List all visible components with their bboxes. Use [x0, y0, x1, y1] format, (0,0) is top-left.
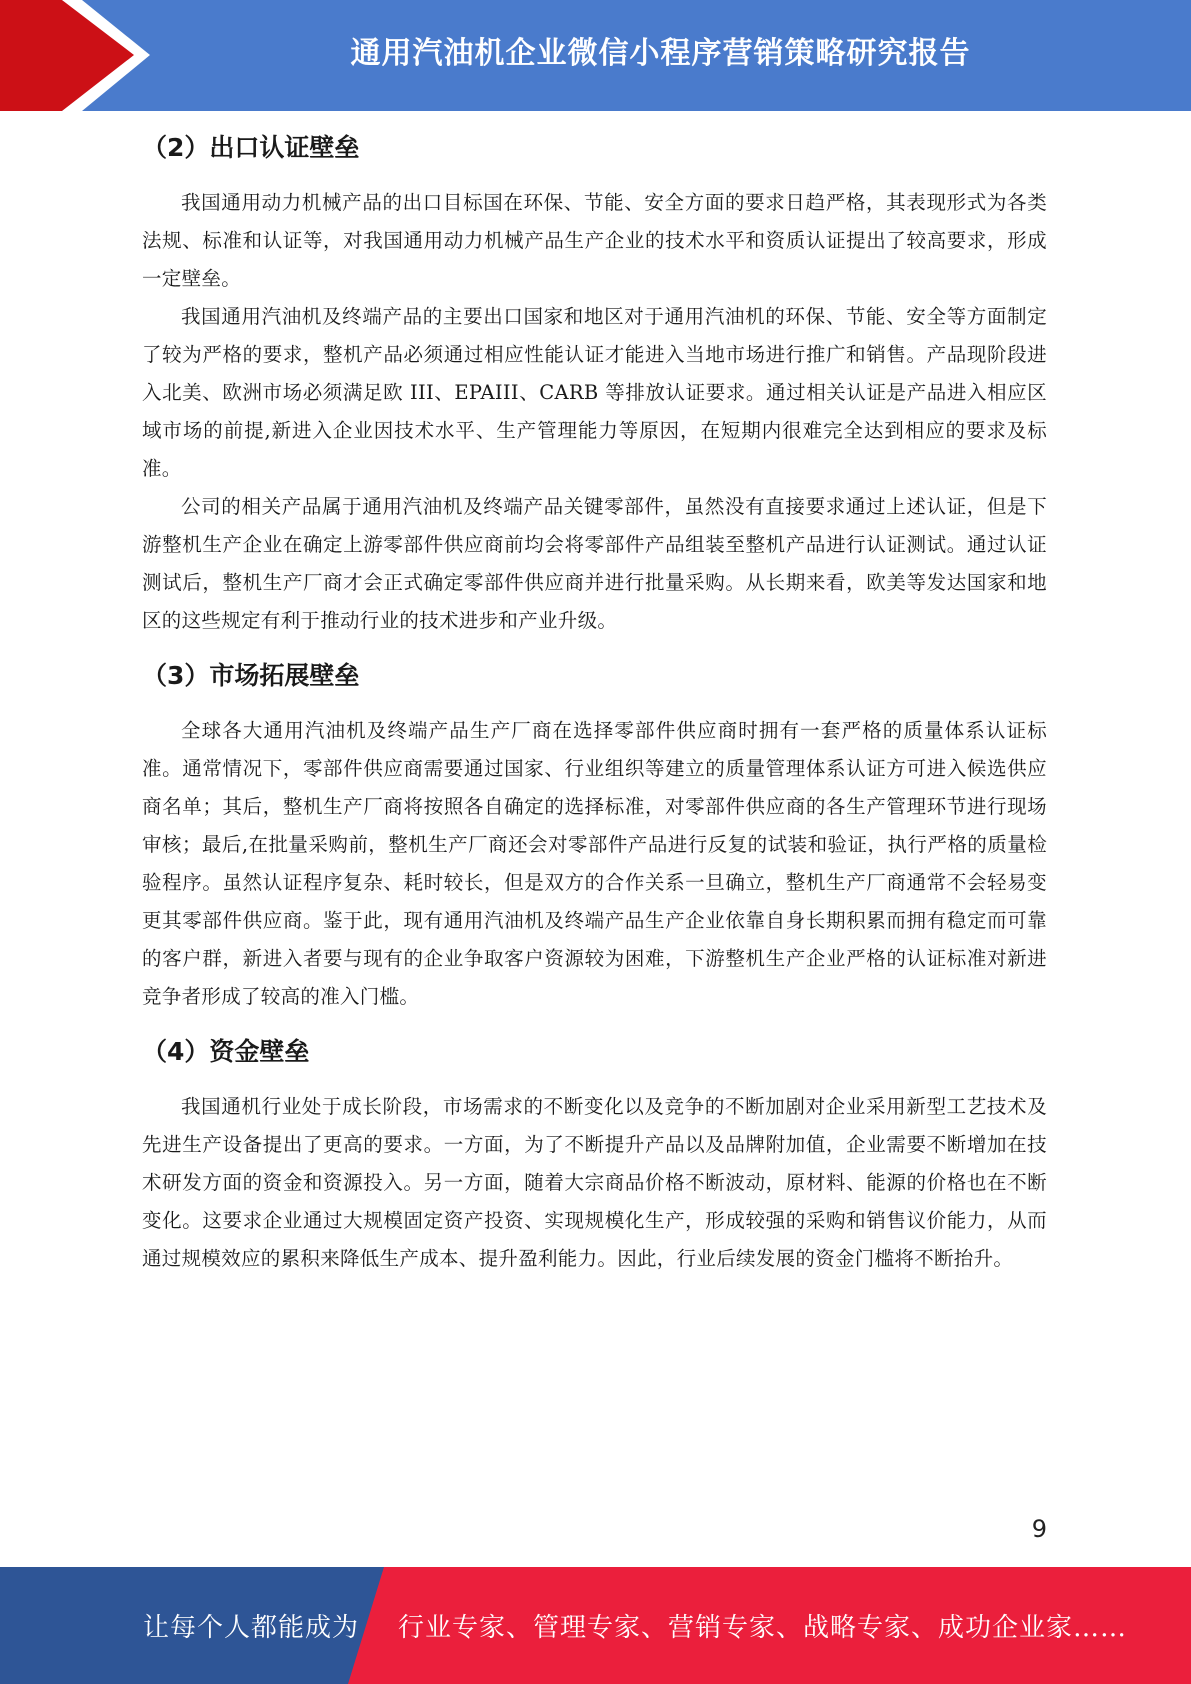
- footer-slogan-left: 让每个人都能成为: [143, 1613, 360, 1643]
- paragraph: 我国通机行业处于成长阶段，市场需求的不断变化以及竞争的不断加剧对企业采用新型工艺技术及先进生产设备提出了更高的要求。一方面，为了不断提升产品以及品牌附加值，企业需要不断增加在技术研发方面的资金和资源投入。另一方面，随着大宗商品价格不断波动，原材料、能源的价格也在不断变化。这要求企业通过大规模固定资产投资、实现规模化生产，形成较强的采购和销售议价能力，从而通过规模效应的累积来降低生产成本、提升盈利能力。因此，行业后续发展的资金门槛将不断抬升。: [142, 1095, 1047, 1270]
- page-content: [142, 112, 1047, 1278]
- report-header: [0, 0, 1191, 111]
- paragraph: 全球各大通用汽油机及终端产品生产厂商在选择零部件供应商时拥有一套严格的质量体系认证标准。通常情况下，零部件供应商需要通过国家、行业组织等建立的质量管理体系认证方可进入候选供应商名单；其后，整机生产厂商将按照各自确定的选择标准，对零部件供应商的各生产管理环节进行现场审核；最后,在批量采购前，整机生产厂商还会对零部件产品进行反复的试装和验证，执行严格的质量检验程序。虽然认证程序复杂、耗时较长，但是双方的合作关系一旦确立，整机生产厂商通常不会轻易变更其零部件供应商。鉴于此，现有通用汽油机及终端产品生产企业依靠自身长期积累而拥有稳定而可靠的客户群，新进入者要与现有的企业争取客户资源较为困难，下游整机生产企业严格的认证标准对新进竞争者形成了较高的准入门槛。: [142, 719, 1047, 1008]
- section-heading-market-expansion: （3）市场拓展壁垒: [142, 661, 360, 690]
- section-heading-capital: （4）资金壁垒: [142, 1037, 310, 1066]
- page-number: 9: [1031, 1515, 1047, 1543]
- footer-slogan-right: 行业专家、管理专家、营销专家、战略专家、成功企业家……: [398, 1613, 1128, 1643]
- report-footer: [0, 1567, 1191, 1684]
- paragraph: 我国通用动力机械产品的出口目标国在环保、节能、安全方面的要求日趋严格，其表现形式为各类法规、标准和认证等，对我国通用动力机械产品生产企业的技术水平和资质认证提出了较高要求，形成一定壁垒。: [142, 191, 1047, 290]
- section-heading-export-certification: （2）出口认证壁垒: [142, 133, 360, 162]
- report-title: 通用汽油机企业微信小程序营销策略研究报告: [350, 36, 971, 71]
- paragraph: 我国通用汽油机及终端产品的主要出口国家和地区对于通用汽油机的环保、节能、安全等方面制定了较为严格的要求，整机产品必须通过相应性能认证才能进入当地市场进行推广和销售。产品现阶段进入北美、欧洲市场必须满足欧 III、EPAIII、CARB 等排放认证要求。通过相关认证是产品进入相应区域市场的前提,新进入企业因技术水平、生产管理能力等原因，在短期内很难完全达到相应的要求及标准。: [142, 305, 1047, 480]
- paragraph: 公司的相关产品属于通用汽油机及终端产品关键零部件，虽然没有直接要求通过上述认证，但是下游整机生产企业在确定上游零部件供应商前均会将零部件产品组装至整机产品进行认证测试。通过认证测试后，整机生产厂商才会正式确定零部件供应商并进行批量采购。从长期来看，欧美等发达国家和地区的这些规定有利于推动行业的技术进步和产业升级。: [142, 495, 1047, 632]
